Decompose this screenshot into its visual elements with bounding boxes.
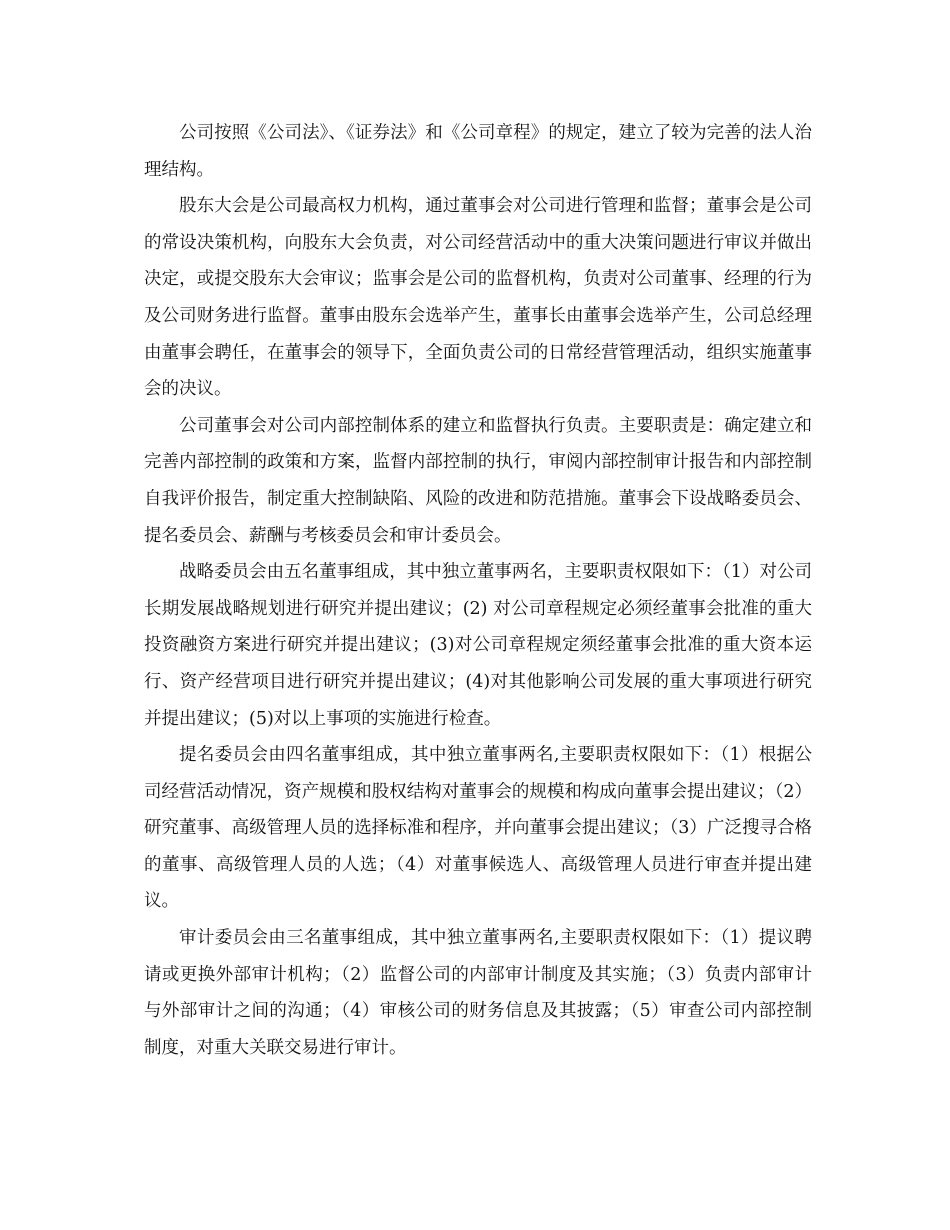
paragraph-board-of-directors: 公司董事会对公司内部控制体系的建立和监督执行负责。主要职责是：确定建立和完善内部控制的政策和方案，监督内部控制的执行，审阅内部控制审计报告和内部控制自我评价报告，制定重大控制缺陷、风险的改进和防范措施。董事会下设战略委员会、提名委员会、薪酬与考核委员会和审计委员会。 bbox=[144, 415, 812, 546]
paragraph-strategy-committee: 战略委员会由五名董事组成，其中独立董事两名，主要职责权限如下：（1）对公司长期发展战略规划进行研究并提出建议；(2) 对公司章程规定必须经董事会批准的重大投资融资方案进行研究并提出建议；(3)对公司章程规定须经董事会批准的重大资本运行、资产经营项目进行研究并提出建议；(4)对其他影响公司发展的重大事项进行研究并提出建议；(5)对以上事项的实施进行检查。 bbox=[144, 562, 812, 729]
paragraph-nomination-committee: 提名委员会由四名董事组成，其中独立董事两名,主要职责权限如下：（1）根据公司经营活动情况，资产规模和股权结构对董事会的规模和构成向董事会提出建议；（2）研究董事、高级管理人员的选择标准和程序，并向董事会提出建议；（3）广泛搜寻合格的董事、高级管理人员的人选；（4）对董事候选人、高级管理人员进行审查并提出建议。 bbox=[144, 745, 812, 912]
document-body bbox=[144, 115, 812, 1066]
paragraph-corporate-governance: 公司按照《公司法》、《证券法》和《公司章程》的规定，建立了较为完善的法人治理结构。 bbox=[144, 123, 812, 180]
paragraph-audit-committee: 审计委员会由三名董事组成，其中独立董事两名,主要职责权限如下：（1）提议聘请或更换外部审计机构；（2）监督公司的内部审计制度及其实施；（3）负责内部审计与外部审计之间的沟通；（4）审核公司的财务信息及其披露；（5）审查公司内部控制制度，对重大关联交易进行审计。 bbox=[144, 928, 812, 1058]
paragraph-shareholders-meeting: 股东大会是公司最高权力机构，通过董事会对公司进行管理和监督；董事会是公司的常设决策机构，向股东大会负责，对公司经营活动中的重大决策问题进行审议并做出决定，或提交股东大会审议；监事会是公司的监督机构，负责对公司董事、经理的行为及公司财务进行监督。董事由股东会选举产生，董事长由董事会选举产生，公司总经理由董事会聘任，在董事会的领导下，全面负责公司的日常经营管理活动，组织实施董事会的决议。 bbox=[144, 196, 812, 400]
